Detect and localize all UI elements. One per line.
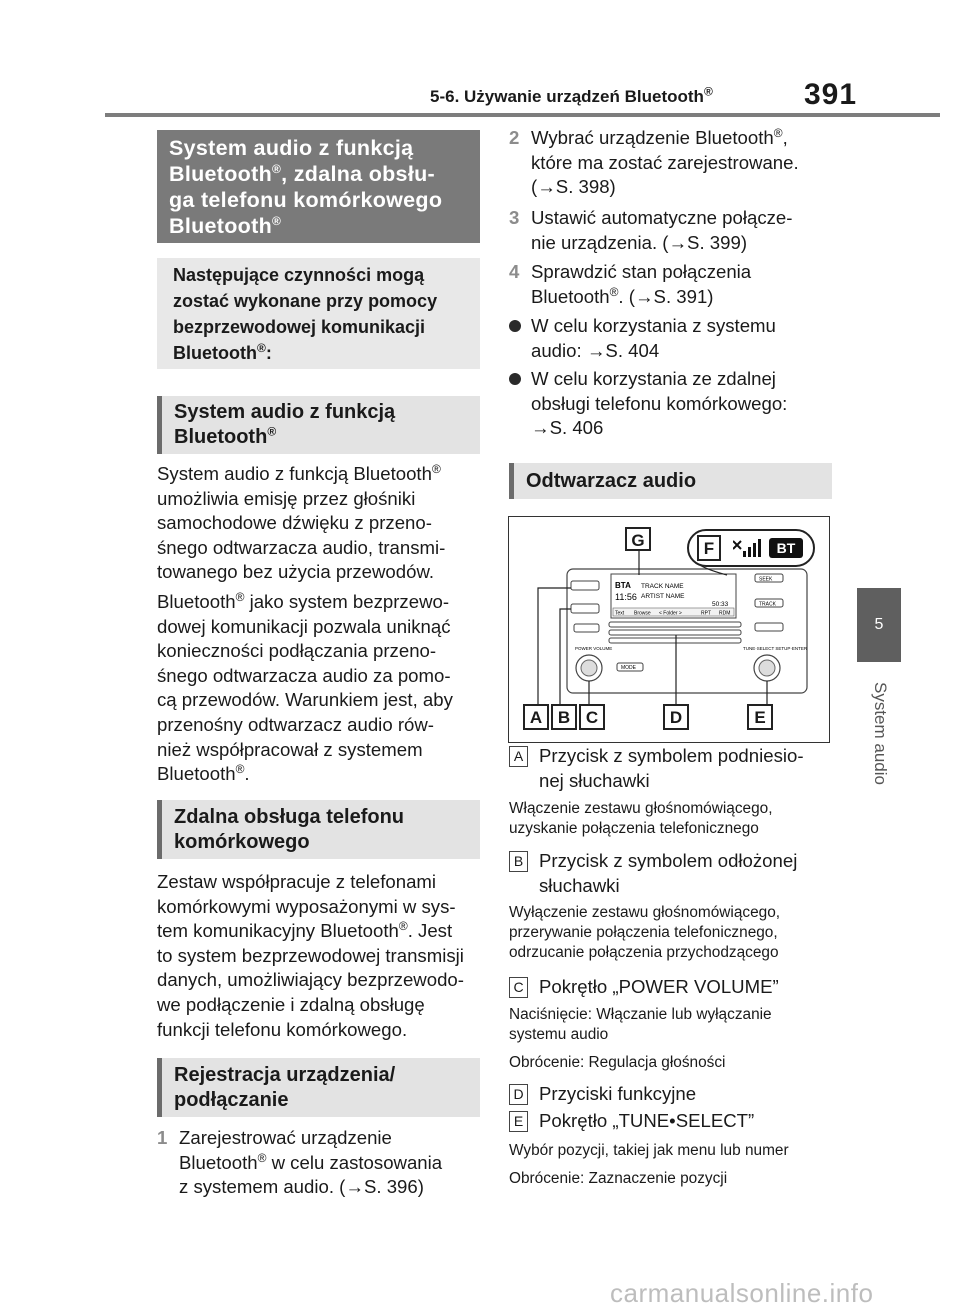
softkey-rpt: RPT xyxy=(701,610,711,617)
tune-select-knob-inner xyxy=(759,660,775,676)
step-3: 3 Ustawić automatyczne połącze- nie urządzenia. (→S. 399) xyxy=(509,207,793,253)
bullet-dot-icon xyxy=(509,320,521,332)
softkey-rdm: RDM xyxy=(719,610,731,617)
paragraph-audio-1: System audio z funkcją Bluetooth® umożliwia emisję przez głośniki samochodowe dźwięku z przeno- śnego odtwarzacza audio, transmi- towanego bez użycia przewodów. xyxy=(157,461,446,583)
signal-bars-icon xyxy=(733,539,763,559)
watermark: carmanualsonline.info xyxy=(610,1278,874,1308)
power-volume-knob-inner xyxy=(581,660,597,676)
step-1: 1 Zarejestrować urządzenie Bluetooth® w celu zastosowania z systemem audio. (→S. 396) xyxy=(157,1127,443,1198)
section-heading-phone: Zdalna obsługa telefonu komórkowego xyxy=(157,800,480,859)
intro-box: Następujące czynności mogą zostać wykonane przy pomocy bezprzewodowej komunikacji Bluetooth®: xyxy=(157,258,480,369)
bluetooth-badge-icon: BT xyxy=(769,538,803,558)
screen-time: 11:56 xyxy=(615,592,637,602)
legend-desc-a: Włączenie zestawu głośnomówiącego, uzyskanie połączenia telefonicznego xyxy=(509,800,773,837)
callout-c: C xyxy=(579,704,605,730)
header-rule xyxy=(105,113,940,117)
screen-artist: ARTIST NAME xyxy=(641,593,685,600)
callout-g: G xyxy=(625,527,651,551)
tune-select-label: TUNE·SELECT SETUP·ENTER xyxy=(743,646,808,651)
section-heading-audio: System audio z funkcją Bluetooth® xyxy=(157,396,480,454)
legend-item-d: D Przyciski funkcyjne xyxy=(509,1082,839,1108)
eject-button xyxy=(574,624,599,632)
section-heading-registration: Rejestracja urządzenia/ podłączanie xyxy=(157,1058,480,1117)
legend-desc-e: Wybór pozycji, takiej jak menu lub numer Obrócenie: Zaznaczenie pozycji xyxy=(509,1142,789,1187)
chapter-tab[interactable]: 5 xyxy=(857,588,901,662)
step-4: 4 Sprawdzić stan połączenia Bluetooth®. (→S. 391) xyxy=(509,261,752,307)
power-volume-label: POWER VOLUME xyxy=(575,646,613,651)
legend-item-b: B Przycisk z symbolem odłożonej słuchawki xyxy=(509,849,839,899)
running-header: 5-6. Używanie urządzeń Bluetooth® xyxy=(430,84,713,106)
legend-item-c: C Pokrętło „POWER VOLUME” xyxy=(509,975,839,1001)
legend-item-a: A Przycisk z symbolem podniesio- nej słuchawki xyxy=(509,744,839,794)
function-button-row-1 xyxy=(609,622,741,627)
softkey-browse: Browse xyxy=(634,610,651,617)
callout-f: F xyxy=(697,535,721,561)
play-pause-button xyxy=(755,623,783,631)
chapter-label: System audio xyxy=(871,682,890,785)
callout-a: A xyxy=(523,704,549,730)
softkey-folder: < Folder > xyxy=(659,610,682,617)
audio-unit-figure xyxy=(508,516,830,743)
page-number: 391 xyxy=(804,78,858,111)
section-heading-player: Odtwarzacz audio xyxy=(509,463,832,499)
main-title-box: System audio z funkcją Bluetooth®, zdalna obsłu- ga telefonu komórkowego Bluetooth® xyxy=(157,130,480,243)
paragraph-phone: Zestaw współpracuje z telefonami komórkowymi wyposażonymi w sys- tem komunikacyjny Bluetooth®. Jest to system bezprzewodowej transmisji danych, umożliwiający bezprzewodo- we podłączenie i zdalną obsługę funkcji telefonu komórkowego. xyxy=(157,871,464,1040)
seek-label: SEEK xyxy=(759,576,773,583)
paragraph-audio-2: Bluetooth® jako system bezprzewo- dowej komunikacji pozwala uniknąć konieczności podłączania przeno- śnego odtwarzacza audio za pomo- cą przewodów. Warunkiem jest, aby przenośny odtwarzacz audio rów- nież współpracował z systemem Bluetooth®. xyxy=(157,589,453,785)
screen-track: TRACK NAME xyxy=(641,583,684,590)
softkey-text: Text xyxy=(615,610,625,617)
callout-b: B xyxy=(551,704,577,730)
legend-desc-b: Wyłączenie zestawu głośnomówiącego, przerywanie połączenia telefonicznego, odrzucanie połączenia przychodzącego xyxy=(509,904,781,961)
screen-bta: BTA xyxy=(615,581,631,590)
function-button-row-2 xyxy=(609,630,741,635)
status-bubble xyxy=(687,529,815,567)
bullet-phone-link: W celu korzystania ze zdalnej obsługi telefonu komórkowego: →S. 406 xyxy=(509,367,839,443)
callout-d: D xyxy=(663,704,689,730)
step-2: 2 Wybrać urządzenie Bluetooth®, które ma zostać zarejestrowane. (→S. 398) xyxy=(509,125,799,198)
legend-item-e: E Pokrętło „TUNE•SELECT” xyxy=(509,1109,839,1135)
leader-a xyxy=(538,588,571,704)
cd-slot xyxy=(609,638,741,643)
mode-label: MODE xyxy=(621,665,636,671)
off-hook-button xyxy=(571,581,599,590)
bullet-dot-icon xyxy=(509,373,521,385)
callout-e: E xyxy=(747,704,773,730)
track-label: TRACK xyxy=(759,601,776,608)
bullet-audio-link: W celu korzystania z systemu audio: →S. 404 xyxy=(509,314,839,364)
legend-desc-c: Naciśnięcie: Włączanie lub wyłączanie systemu audio Obrócenie: Regulacja głośności xyxy=(509,1006,772,1071)
on-hook-button xyxy=(571,604,599,613)
screen-elapsed: 50:33 xyxy=(712,601,729,608)
